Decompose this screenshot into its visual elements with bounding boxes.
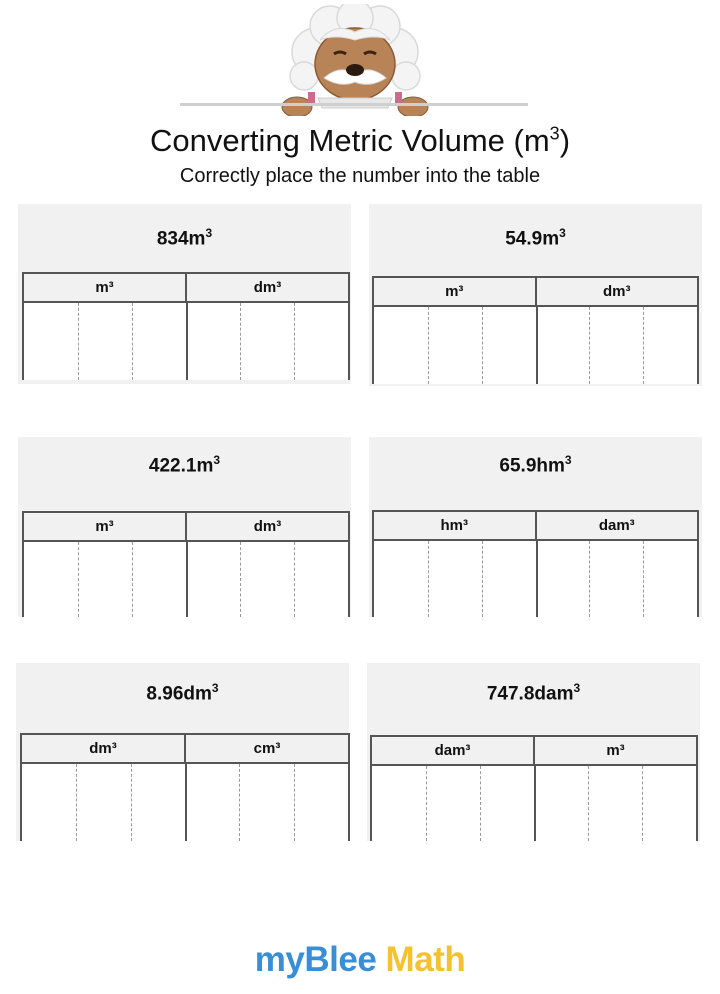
place-value-table <box>22 272 350 380</box>
column-header: m³ <box>374 278 537 305</box>
page-subtitle: Correctly place the number into the table <box>179 165 541 187</box>
column-header: dm³ <box>22 735 186 762</box>
place-value-table <box>370 735 698 841</box>
table-header <box>372 735 696 766</box>
column-header: hm³ <box>374 512 537 539</box>
column-header: m³ <box>606 742 625 759</box>
column-header: dam³ <box>372 737 535 764</box>
answer-area[interactable] <box>374 541 697 617</box>
table-header <box>374 276 697 307</box>
problem-value: $834m^3$ <box>156 226 213 250</box>
place-value-table <box>372 276 699 384</box>
column-header: dm³ <box>253 279 282 296</box>
problem-value: $422.1m^3$ <box>148 453 221 477</box>
problem-value: $8.96dm^3$ <box>146 681 219 705</box>
answer-area[interactable] <box>24 542 348 617</box>
place-value-table <box>372 510 699 617</box>
answer-area[interactable] <box>372 766 696 841</box>
place-value-table <box>20 733 350 841</box>
column-header: dm³ <box>253 518 282 535</box>
problem-card-2 <box>369 204 702 386</box>
problem-value: 747.8dam$^3$ <box>486 681 581 705</box>
table-header <box>374 510 697 541</box>
brand-logo <box>0 940 720 980</box>
problem-card-1 <box>18 204 351 384</box>
problem-value: $54.9m^3$ <box>505 226 566 250</box>
answer-area[interactable] <box>22 764 348 841</box>
problem-card-6 <box>367 663 700 841</box>
column-header: dm³ <box>603 283 631 300</box>
column-header: m³ <box>24 274 187 301</box>
column-header: cm³ <box>253 740 281 757</box>
column-header: m³ <box>24 513 187 540</box>
table-header <box>22 733 348 764</box>
brand-subject: Math <box>385 940 466 979</box>
bear-mascot-icon <box>280 4 430 116</box>
shelf-line <box>180 103 528 106</box>
page-title: Converting Metric Volume $(m^3)$ <box>149 123 571 158</box>
answer-area[interactable] <box>374 307 697 384</box>
place-value-table <box>22 511 350 617</box>
problem-card-3 <box>18 437 351 617</box>
table-header <box>24 511 348 542</box>
brand-name: myBlee <box>254 940 377 979</box>
column-header: dam³ <box>598 517 635 534</box>
problem-value: $65.9hm^3$ <box>499 453 572 477</box>
table-header <box>24 272 348 303</box>
problem-card-5 <box>16 663 349 841</box>
problem-card-4 <box>369 437 702 617</box>
answer-area[interactable] <box>24 303 348 380</box>
